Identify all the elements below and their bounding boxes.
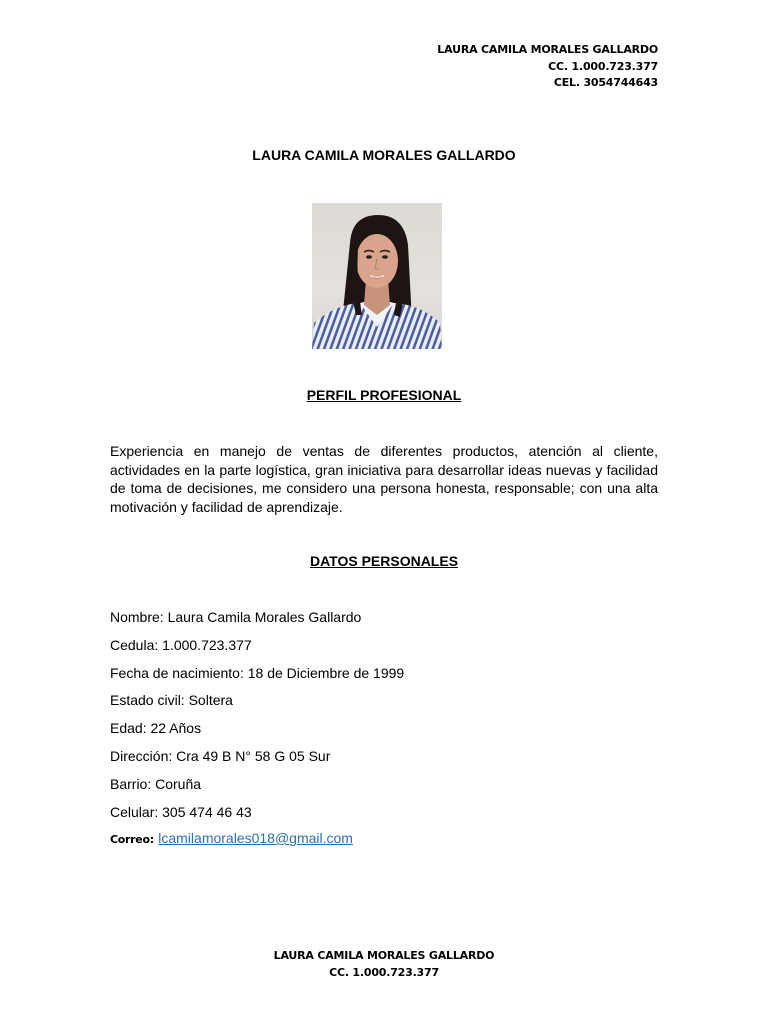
personal-data-address: Dirección: Cra 49 B N° 58 G 05 Sur [110,747,331,764]
document-title: LAURA CAMILA MORALES GALLARDO [252,147,516,163]
personal-data-list [110,607,404,829]
email-link[interactable]: lcamilamorales018@gmail.com [158,830,353,846]
page-footer [0,948,768,981]
profile-photo [312,203,442,349]
profile-heading: PERFIL PROFESIONAL [306,387,462,403]
personal-data-name: Nombre: Laura Camila Morales Gallardo [110,609,362,625]
personal-data-marital-status: Estado civil: Soltera [110,692,233,709]
personal-data-phone: Celular: 305 474 46 43 [110,803,252,820]
page-header [437,42,658,92]
personal-data-age: Edad: 22 Años [110,720,202,737]
header-cel: CEL. 3054744643 [553,76,658,89]
personal-data-heading: DATOS PERSONALES [309,553,459,569]
footer-cc: CC. 1.000.723.377 [329,965,439,979]
email-row [110,830,353,848]
header-name: LAURA CAMILA MORALES GALLARDO [437,43,658,56]
personal-data-id: Cedula: 1.000.723.377 [110,636,252,653]
footer-name: LAURA CAMILA MORALES GALLARDO [273,949,495,962]
personal-data-birthdate: Fecha de nacimiento: 18 de Diciembre de 1999 [110,664,405,681]
email-label: Correo: [110,833,154,846]
header-cc: CC. 1.000.723.377 [548,59,658,73]
personal-data-neighborhood: Barrio: Coruña [110,775,202,792]
profile-text: Experiencia en manejo de ventas de diferentes productos, atención al cliente, actividades en la parte logística, gran iniciativa para desarrollar ideas nuevas y facilidad de toma de decisiones, me considero una persona honesta, responsable; con una alta motivación y facilidad de aprendizaje. [110,443,658,515]
